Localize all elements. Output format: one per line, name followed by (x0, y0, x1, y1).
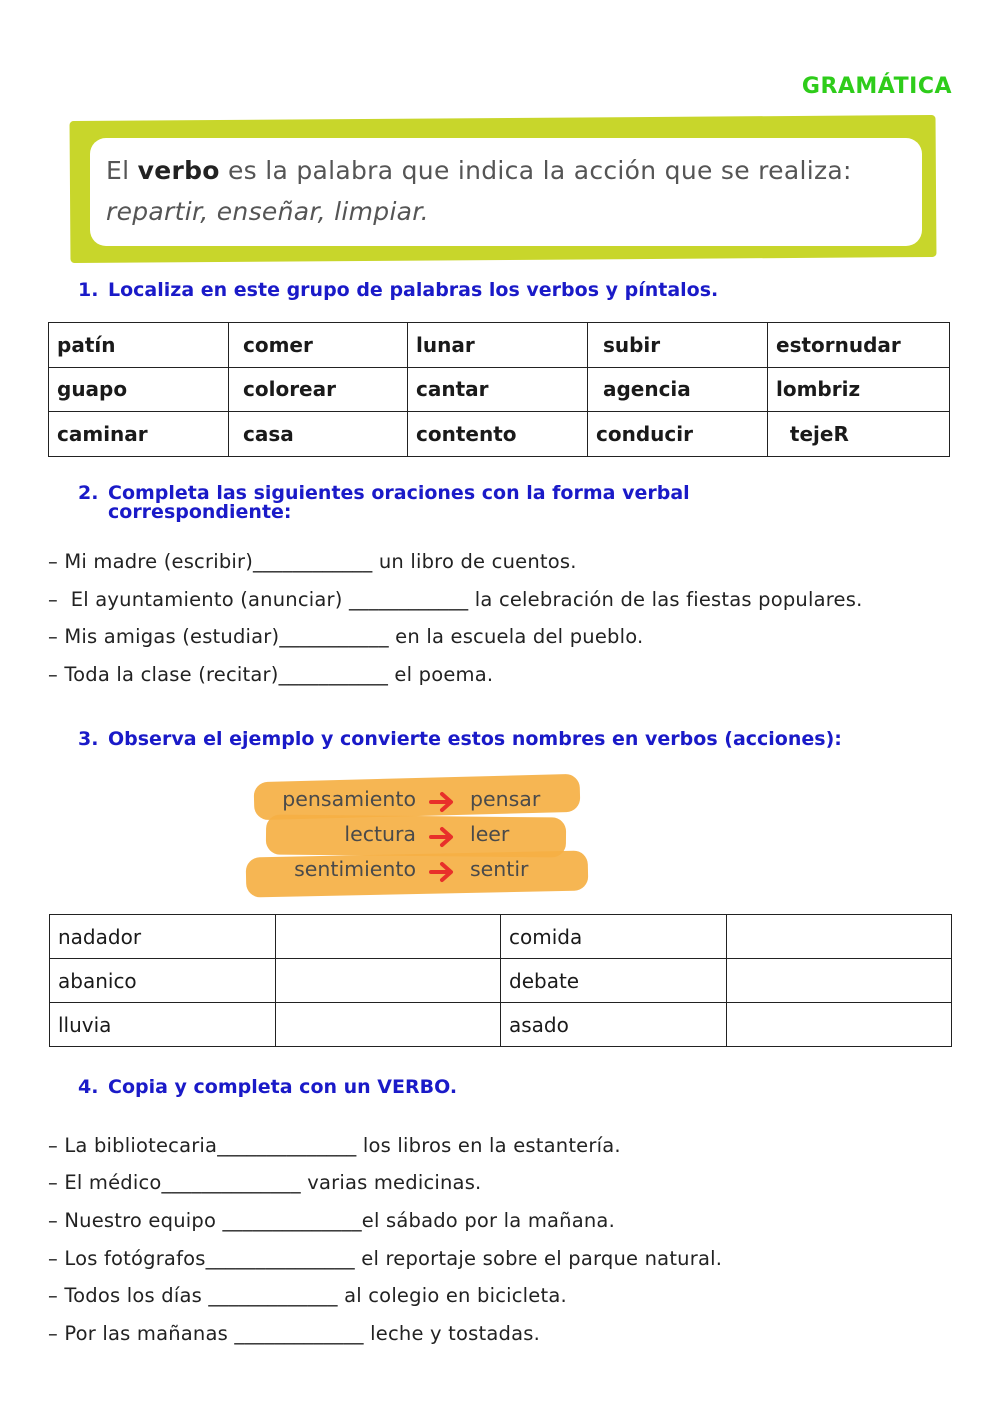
example-verb: pensar (470, 787, 541, 811)
table-row (49, 412, 950, 457)
answer-cell[interactable] (726, 959, 952, 1003)
word-cell[interactable]: contento (408, 412, 588, 457)
example-noun: sentimiento (294, 857, 416, 881)
fill-sentence: – El médico______________ varias medicinas. (48, 1171, 482, 1194)
section-1-title-text: Localiza en este grupo de palabras los verbos y píntalos. (108, 279, 719, 301)
word-cell[interactable]: subir (588, 323, 768, 368)
arrow-right-icon (428, 822, 458, 852)
noun-cell: comida (501, 915, 727, 959)
section-3-title (78, 728, 842, 750)
answer-cell[interactable] (726, 915, 952, 959)
word-cell[interactable]: colorear (229, 367, 408, 412)
example-verb: sentir (470, 857, 529, 881)
verb-search-table (48, 322, 950, 457)
noun-cell: debate (501, 959, 727, 1003)
answer-cell[interactable] (275, 959, 501, 1003)
example-noun: lectura (344, 822, 416, 846)
answer-cell[interactable] (275, 1003, 501, 1047)
example-block (246, 772, 592, 900)
table-row (50, 959, 952, 1003)
definition-box (90, 138, 922, 246)
word-cell[interactable]: lombriz (768, 367, 950, 412)
word-cell[interactable]: comer (229, 323, 408, 368)
answer-cell[interactable] (726, 1003, 952, 1047)
example-row (246, 787, 592, 817)
section-3-number: 3. (78, 728, 99, 750)
fill-sentence: – La bibliotecaria______________ los libros en la estantería. (48, 1134, 621, 1157)
definition-examples: repartir, enseñar, limpiar. (106, 197, 429, 226)
word-cell[interactable]: conducir (588, 412, 768, 457)
definition-part2: es la palabra que indica la acción que se realiza: (219, 156, 852, 185)
fill-sentence: – Toda la clase (recitar)___________ el poema. (48, 663, 494, 686)
fill-sentence: – Mis amigas (estudiar)___________ en la escuela del pueblo. (48, 625, 644, 648)
arrow-right-icon (428, 857, 458, 887)
section-2-title (78, 484, 690, 522)
word-cell[interactable]: agencia (588, 367, 768, 412)
fill-sentence: – El ayuntamiento (anunciar) ____________ la celebración de las fiestas populares. (48, 588, 863, 611)
table-row (49, 367, 950, 412)
definition-text (106, 156, 852, 185)
section-1-title (78, 279, 718, 301)
word-cell[interactable]: caminar (49, 412, 229, 457)
noun-to-verb-table (49, 914, 952, 1047)
fill-sentence: – Nuestro equipo ______________el sábado por la mañana. (48, 1209, 615, 1232)
section-4-title (78, 1076, 457, 1098)
page-header-title: GRAMÁTICA (801, 74, 952, 99)
table-row (50, 915, 952, 959)
arrow-right-icon (428, 787, 458, 817)
section-2-title-line2: correspondiente: (108, 501, 292, 523)
table-row (49, 323, 950, 368)
table-row (50, 1003, 952, 1047)
section-4-title-text: Copia y completa con un VERBO. (108, 1076, 458, 1098)
answer-cell[interactable] (275, 915, 501, 959)
section-2-title-line1: Completa las siguientes oraciones con la forma verbal (108, 482, 690, 504)
fill-sentence: – Todos los días _____________ al colegio en bicicleta. (48, 1284, 567, 1307)
fill-sentence: – Mi madre (escribir)____________ un libro de cuentos. (48, 550, 577, 573)
fill-sentence: – Por las mañanas _____________ leche y tostadas. (48, 1322, 540, 1345)
word-cell[interactable]: cantar (408, 367, 588, 412)
word-cell[interactable]: guapo (49, 367, 229, 412)
word-cell[interactable]: lunar (408, 323, 588, 368)
example-verb: leer (470, 822, 510, 846)
section-3-title-text: Observa el ejemplo y convierte estos nombres en verbos (acciones): (108, 728, 842, 750)
noun-cell: nadador (50, 915, 276, 959)
example-row (246, 822, 592, 852)
noun-cell: asado (501, 1003, 727, 1047)
word-cell[interactable]: casa (229, 412, 408, 457)
noun-cell: abanico (50, 959, 276, 1003)
word-cell[interactable]: estornudar (768, 323, 950, 368)
word-cell[interactable]: tejeR (768, 412, 950, 457)
example-noun: pensamiento (282, 787, 416, 811)
word-cell[interactable]: patín (49, 323, 229, 368)
definition-part1: El (106, 156, 138, 185)
section-1-number: 1. (78, 279, 99, 301)
noun-cell: lluvia (50, 1003, 276, 1047)
example-row (246, 857, 592, 887)
fill-sentence: – Los fotógrafos_______________ el reportaje sobre el parque natural. (48, 1247, 723, 1270)
section-4-number: 4. (78, 1076, 99, 1098)
section-2-number: 2. (78, 482, 99, 504)
definition-keyword: verbo (137, 156, 220, 185)
